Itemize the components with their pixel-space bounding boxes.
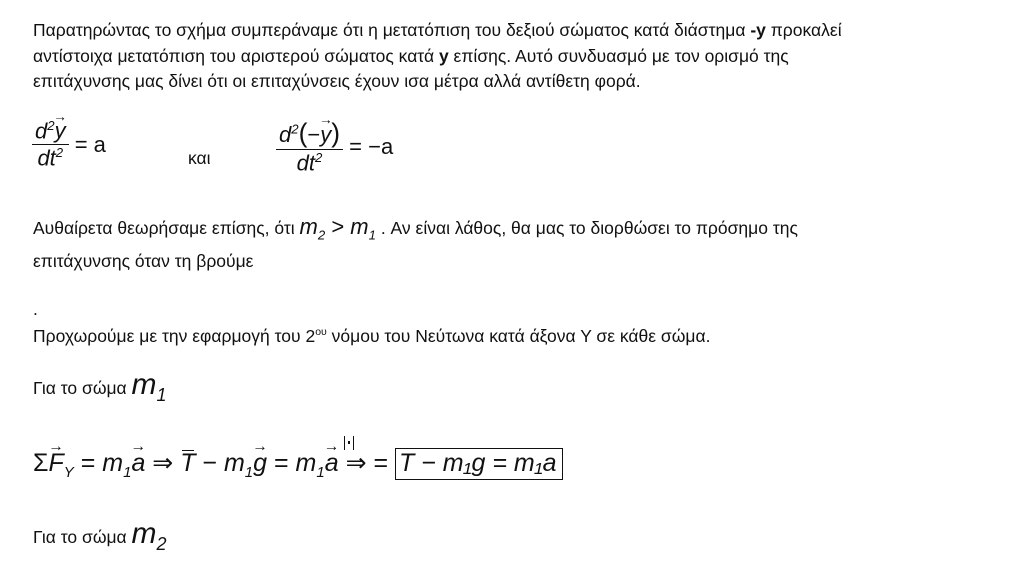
body2-mass: $m_2$	[131, 517, 167, 554]
fraction-numerator-2: $d^2(-\to y)$	[276, 118, 343, 150]
intro-line-1-c: προκαλεί	[765, 20, 842, 40]
fraction-d2-neg-y-dt2	[276, 118, 343, 176]
boxed-result: T − m₁g = m₁a	[395, 448, 562, 480]
intro-line-1	[33, 18, 842, 42]
intro-line-2-a: αντίστοιχα μετατόπιση του αριστερού σώματος κατά	[33, 46, 439, 66]
intro-line-2-c: επίσης. Αυτό συνδυασμό με τον ορισμό της	[448, 46, 789, 66]
assumption-text-a: Αυθαίρετα θεωρήσαμε επίσης, ότι	[33, 218, 300, 238]
newton-equation-m1: $\Sigma\to F_Y = m_1\to a$ ⇒ $T - m_1\to g = m_1\to a$ ⇒ = T − m₁g = m₁a	[33, 448, 563, 481]
accel-equation-right	[276, 118, 393, 176]
m2-gt-m1: $m_2 > m_1$	[299, 214, 376, 243]
body1-mass: $m_1$	[131, 368, 167, 405]
fraction-denominator: $dt^2$	[37, 145, 64, 171]
body2-label: Για το σώμα	[33, 527, 132, 547]
body2-heading	[33, 517, 167, 556]
accel-equation-left	[32, 118, 106, 172]
intro-line-3-text: επιτάχυνσης μας δίνει ότι οι επιταχύνσεις έχουν ισα μέτρα αλλά αντίθετη φορά.	[33, 71, 641, 91]
fraction-d2y-dt2	[32, 118, 69, 172]
newton-line	[33, 320, 710, 348]
intro-line-2	[33, 44, 789, 68]
equals-minus-a: = −a	[349, 134, 394, 160]
fraction-numerator: $d^2\to y$	[32, 118, 69, 145]
and-word: και	[188, 148, 211, 168]
assumption-text-b: . Αν είναι λάθος, θα μας το διορθώσει το πρόσημο της	[375, 218, 798, 238]
fraction-denominator-2: $dt^2$	[296, 150, 323, 176]
intro-line-3	[33, 69, 641, 93]
newton-text-b: νόμου του Νεύτωνα κατά άξονα Υ σε κάθε σώμα.	[326, 325, 711, 346]
intro-neg-y: -y	[750, 20, 766, 40]
newton-sup: ου	[315, 326, 327, 338]
body1-label: Για το σώμα	[33, 378, 132, 398]
stray-dot: .	[33, 299, 38, 319]
equals-a: = a	[74, 131, 106, 157]
intro-y: y	[438, 46, 449, 66]
newton-text-a: Προχωρούμε με την εφαρμογή του 2	[33, 325, 316, 346]
body1-heading	[33, 368, 167, 407]
intro-line-1-a: Παρατηρώντας το σχήμα συμπεράναμε ότι η μετατόπιση του δεξιού σώματος κατά διάστημα	[33, 20, 751, 40]
assumption-line-2: επιτάχυνσης όταν τη βρούμε	[33, 251, 254, 271]
assumption-line-1	[33, 215, 798, 247]
